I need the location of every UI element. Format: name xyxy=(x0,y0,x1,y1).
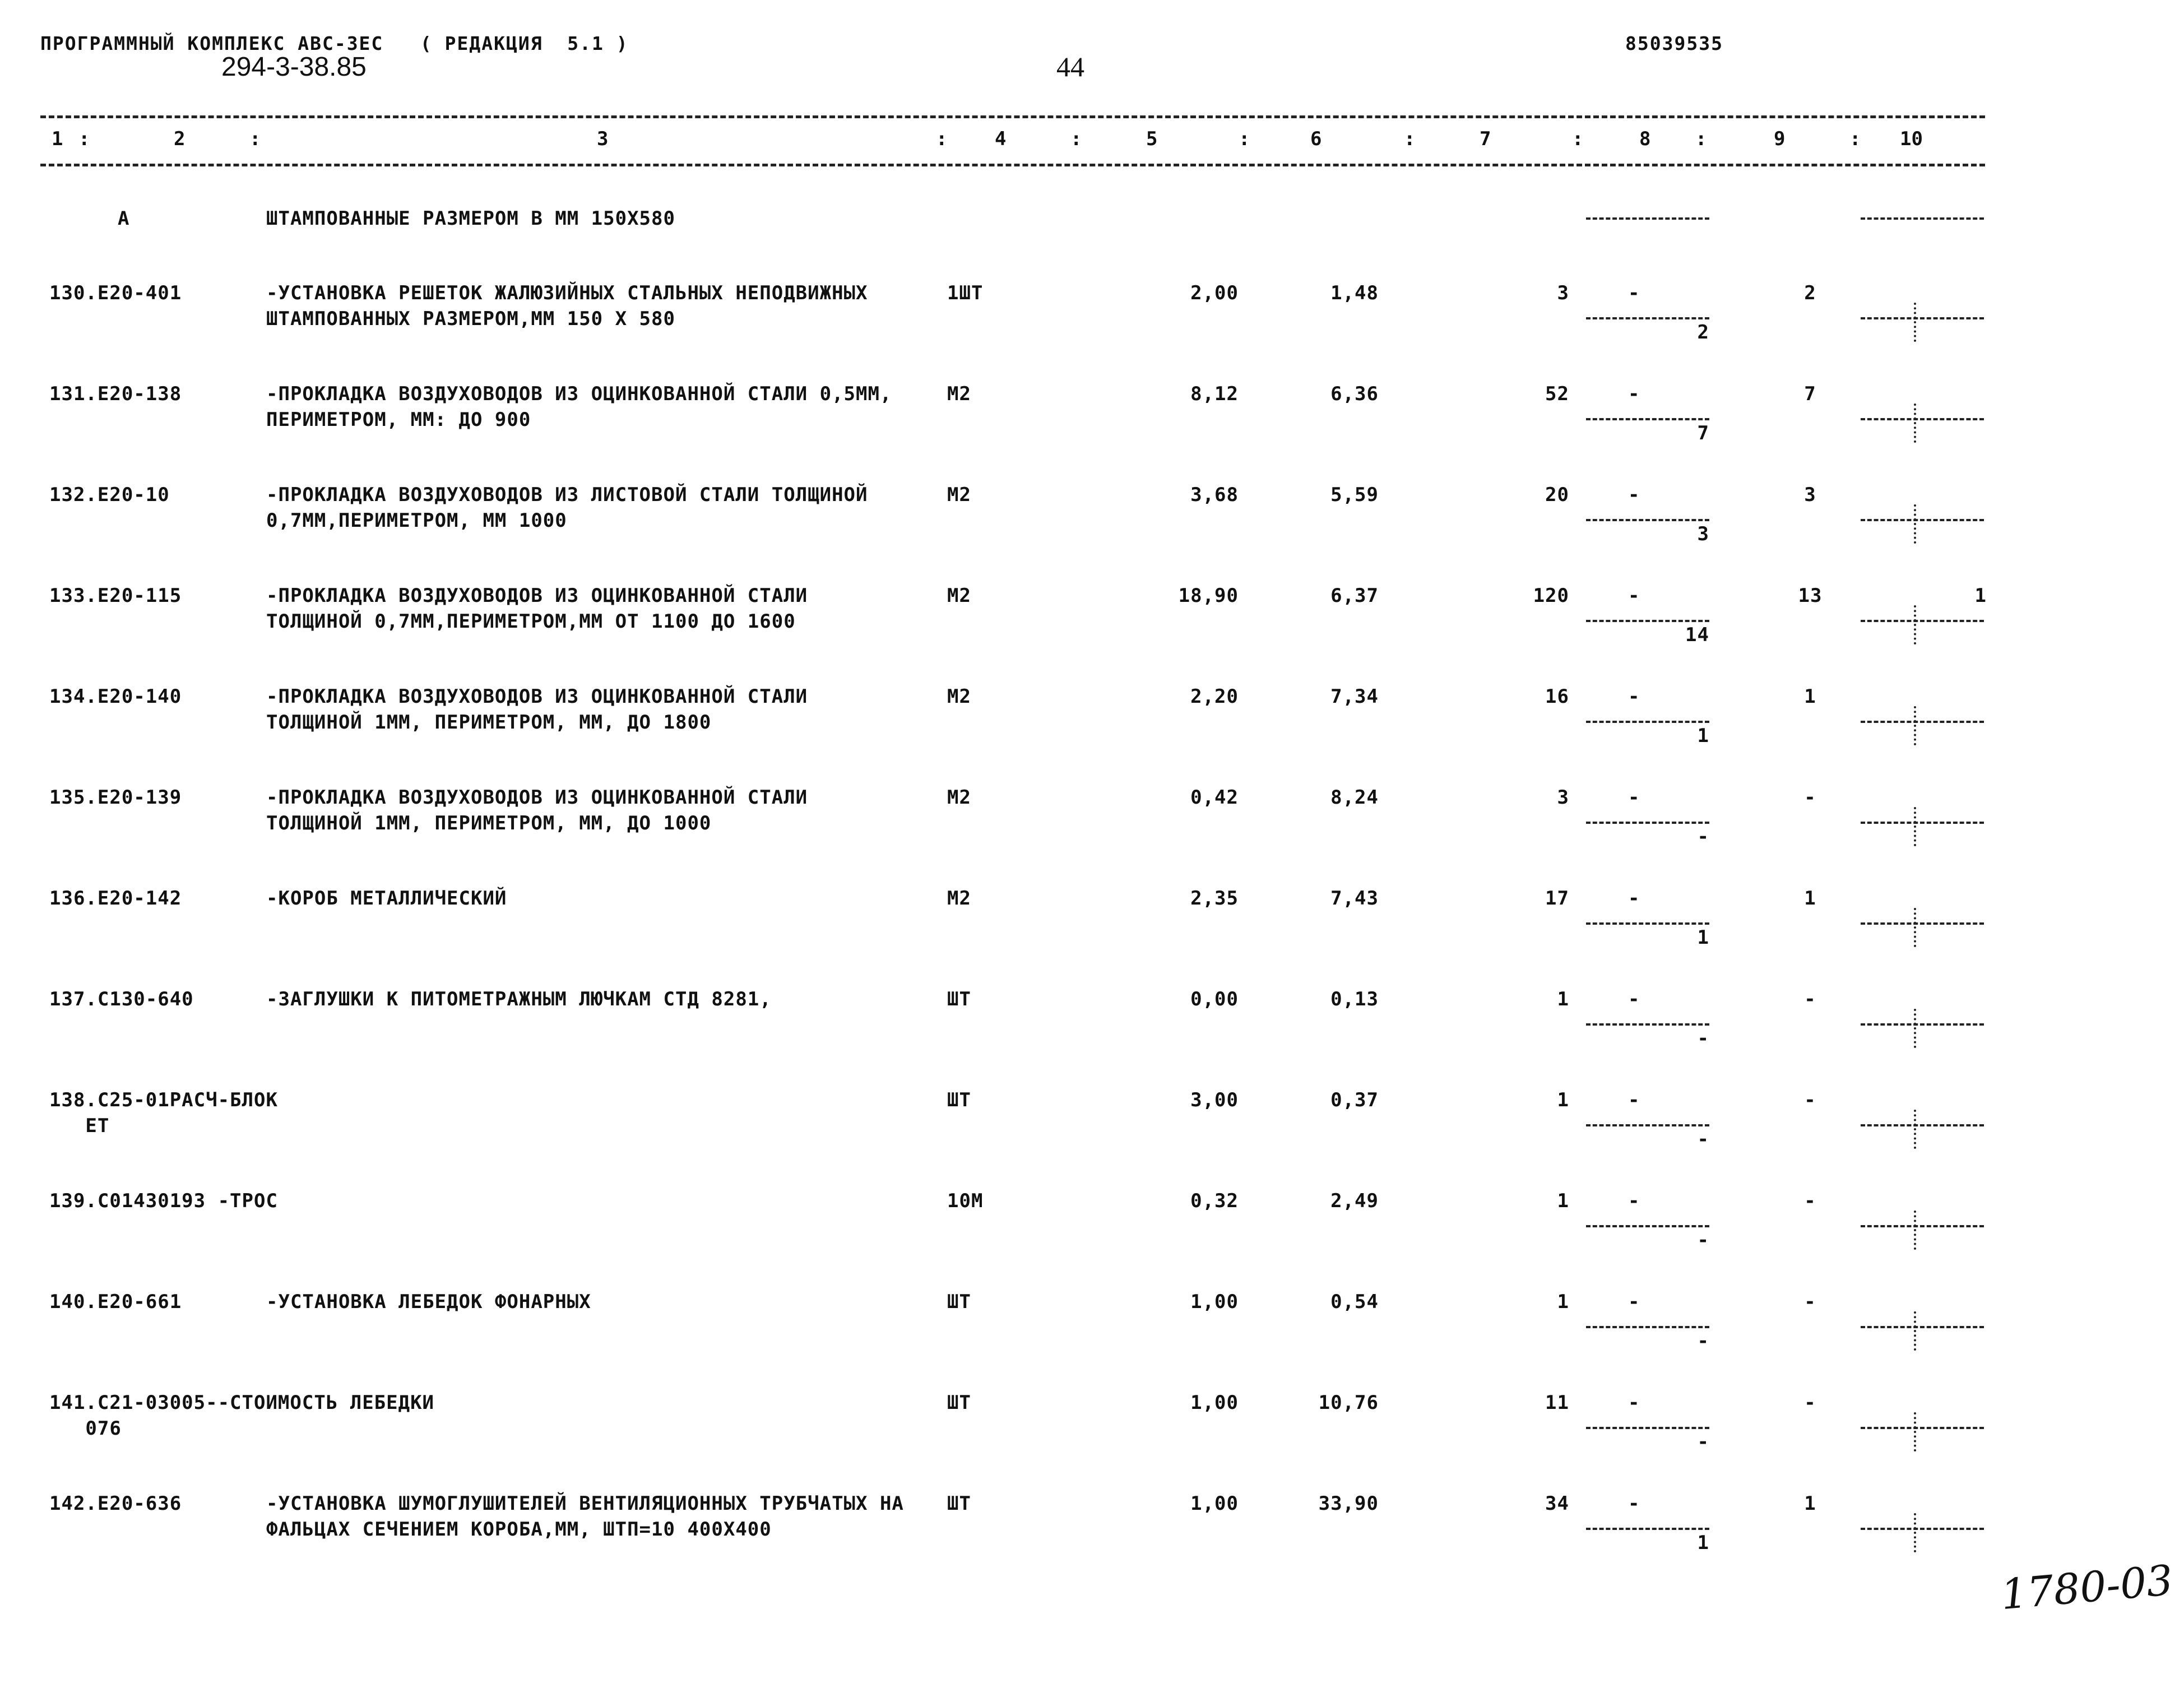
column-header-6: 6 xyxy=(1310,128,1322,150)
row-code: 132.Е20-10 xyxy=(49,484,170,506)
row-unit: ШТ xyxy=(947,1291,971,1313)
column-separator: : xyxy=(78,128,90,150)
fraction-rule xyxy=(1861,620,1984,622)
row-col9: 1 xyxy=(1804,887,1816,910)
row-col8-top: - xyxy=(1628,1190,1640,1212)
row-unit: 10М xyxy=(947,1190,984,1212)
row-col8-bottom: - xyxy=(1697,826,1709,848)
row-col9: - xyxy=(1804,1291,1816,1313)
row-code: 134.Е20-140 xyxy=(49,685,182,708)
column-header-2: 2 xyxy=(174,128,186,150)
row-code: 142.Е20-636 xyxy=(49,1492,182,1515)
row-col7: 120 xyxy=(1533,585,1569,607)
row-col6: 33,90 xyxy=(1318,1492,1379,1515)
row-col6: 7,34 xyxy=(1330,685,1379,708)
row-col6: 8,24 xyxy=(1330,786,1379,809)
row-col8-bottom: 3 xyxy=(1697,523,1709,545)
fraction-divider xyxy=(1914,1311,1916,1351)
header-bottom-rule xyxy=(40,164,1985,166)
fraction-rule xyxy=(1586,317,1709,319)
row-col8-bottom: - xyxy=(1697,1229,1709,1251)
fraction-rule xyxy=(1586,922,1709,925)
column-header-1: 1 xyxy=(52,128,63,150)
row-code: 140.Е20-661 xyxy=(49,1291,182,1313)
fraction-divider xyxy=(1914,1211,1916,1250)
row-col8-top: - xyxy=(1628,685,1640,708)
row-col9: - xyxy=(1804,1190,1816,1212)
fraction-rule xyxy=(1861,519,1984,521)
row-col8-bottom: - xyxy=(1697,1431,1709,1453)
row-name: -ПРОКЛАДКА ВОЗДУХОВОДОВ ИЗ ОЦИНКОВАННОЙ СТАЛИ ТОЛЩИНОЙ 0,7ММ,ПЕРИМЕТРОМ,ММ ОТ 1100 ДО 1600 xyxy=(266,585,808,633)
row-col5: 1,00 xyxy=(1190,1492,1239,1515)
row-unit: ШТ xyxy=(947,1089,971,1111)
row-name: -УСТАНОВКА РЕШЕТОК ЖАЛЮЗИЙНЫХ СТАЛЬНЫХ НЕПОДВИЖНЫХ ШТАМПОВАННЫХ РАЗМЕРОМ,ММ 150 Х 580 xyxy=(266,282,868,330)
header-top-rule xyxy=(40,115,1985,118)
fraction-rule xyxy=(1861,317,1984,319)
section-code: А xyxy=(118,207,129,230)
row-col9: - xyxy=(1804,786,1816,809)
row-col5: 2,20 xyxy=(1190,685,1239,708)
fraction-rule xyxy=(1861,1023,1984,1026)
row-col6: 0,37 xyxy=(1330,1089,1379,1111)
row-name: -ПРОКЛАДКА ВОЗДУХОВОДОВ ИЗ ОЦИНКОВАННОЙ СТАЛИ ТОЛЩИНОЙ 1ММ, ПЕРИМЕТРОМ, ММ, ДО 1800 xyxy=(266,685,808,734)
row-unit: М2 xyxy=(947,585,971,607)
row-col5: 0,32 xyxy=(1190,1190,1239,1212)
column-separator: : xyxy=(1404,128,1416,150)
row-unit: М2 xyxy=(947,484,971,506)
row-col8-bottom: - xyxy=(1697,1027,1709,1050)
column-separator: : xyxy=(1070,128,1082,150)
row-unit: ШТ xyxy=(947,1492,971,1515)
fraction-rule xyxy=(1586,1023,1709,1026)
row-col6: 6,37 xyxy=(1330,585,1379,607)
fraction-rule xyxy=(1586,620,1709,622)
fraction-divider xyxy=(1914,908,1916,947)
fraction-rule xyxy=(1586,418,1709,420)
row-col7: 16 xyxy=(1545,685,1569,708)
column-separator: : xyxy=(1849,128,1861,150)
row-col8-top: - xyxy=(1628,786,1640,809)
fraction-divider xyxy=(1914,303,1916,342)
row-col8-bottom: 14 xyxy=(1685,624,1709,646)
row-unit: М2 xyxy=(947,685,971,708)
row-col8-bottom: 1 xyxy=(1697,1532,1709,1554)
row-col8-top: - xyxy=(1628,585,1640,607)
fraction-rule xyxy=(1861,1124,1984,1126)
row-unit: 1ШТ xyxy=(947,282,984,304)
row-col8-bottom: 2 xyxy=(1697,321,1709,344)
row-name: -УСТАНОВКА ЛЕБЕДОК ФОНАРНЫХ xyxy=(266,1291,591,1313)
row-col8-top: - xyxy=(1628,1291,1640,1313)
row-col8-top: - xyxy=(1628,484,1640,506)
row-col9: - xyxy=(1804,988,1816,1010)
row-col8-bottom: - xyxy=(1697,1330,1709,1352)
row-col8-top: - xyxy=(1628,1492,1640,1515)
column-separator: : xyxy=(1695,128,1707,150)
row-name: -ПРОКЛАДКА ВОЗДУХОВОДОВ ИЗ ЛИСТОВОЙ СТАЛИ ТОЛЩИНОЙ 0,7ММ,ПЕРИМЕТРОМ, ММ 1000 xyxy=(266,484,868,532)
fraction-rule xyxy=(1586,217,1709,220)
row-col9: 3 xyxy=(1804,484,1816,506)
row-unit: М2 xyxy=(947,887,971,910)
fraction-rule xyxy=(1586,1326,1709,1328)
row-col9: 1 xyxy=(1804,685,1816,708)
row-col9: 1 xyxy=(1804,1492,1816,1515)
document-code: 85039535 xyxy=(1625,33,1723,54)
row-col5: 18,90 xyxy=(1178,585,1239,607)
row-col9: 2 xyxy=(1804,282,1816,304)
fraction-rule xyxy=(1861,922,1984,925)
row-unit: ШТ xyxy=(947,988,971,1010)
row-col5: 0,00 xyxy=(1190,988,1239,1010)
row-col7: 11 xyxy=(1545,1392,1569,1414)
row-col6: 0,13 xyxy=(1330,988,1379,1010)
fraction-rule xyxy=(1586,1528,1709,1530)
row-name: -ЗАГЛУШКИ К ПИТОМЕТРАЖНЫМ ЛЮЧКАМ СТД 8281, xyxy=(266,988,772,1010)
fraction-rule xyxy=(1861,217,1984,220)
column-separator: : xyxy=(1572,128,1584,150)
fraction-rule xyxy=(1586,1427,1709,1429)
handwritten-number: 1780-03 xyxy=(1998,1556,2175,1620)
row-col5: 8,12 xyxy=(1190,383,1239,405)
row-col8-bottom: 1 xyxy=(1697,926,1709,949)
row-col7: 1 xyxy=(1557,988,1569,1010)
row-col5: 1,00 xyxy=(1190,1291,1239,1313)
column-header-3: 3 xyxy=(597,128,609,150)
column-separator: : xyxy=(249,128,261,150)
row-col9: 7 xyxy=(1804,383,1816,405)
row-name: -ПРОКЛАДКА ВОЗДУХОВОДОВ ИЗ ОЦИНКОВАННОЙ СТАЛИ 0,5ММ, ПЕРИМЕТРОМ, ММ: ДО 900 xyxy=(266,383,892,431)
row-unit: М2 xyxy=(947,383,971,405)
row-code: 135.Е20-139 xyxy=(49,786,182,809)
row-col5: 0,42 xyxy=(1190,786,1239,809)
column-header-9: 9 xyxy=(1774,128,1786,150)
row-code: 133.Е20-115 xyxy=(49,585,182,607)
column-separator: : xyxy=(936,128,948,150)
fraction-rule xyxy=(1586,519,1709,521)
fraction-rule xyxy=(1586,1124,1709,1126)
row-name: -ПРОКЛАДКА ВОЗДУХОВОДОВ ИЗ ОЦИНКОВАННОЙ СТАЛИ ТОЛЩИНОЙ 1ММ, ПЕРИМЕТРОМ, ММ, ДО 1000 xyxy=(266,786,808,834)
row-unit: ШТ xyxy=(947,1392,971,1414)
row-col6: 5,59 xyxy=(1330,484,1379,506)
row-col7: 3 xyxy=(1557,282,1569,304)
row-col7: 3 xyxy=(1557,786,1569,809)
row-col7: 20 xyxy=(1545,484,1569,506)
row-col6: 0,54 xyxy=(1330,1291,1379,1313)
row-col7: 52 xyxy=(1545,383,1569,405)
fraction-divider xyxy=(1914,807,1916,846)
fraction-divider xyxy=(1914,1513,1916,1552)
program-header: ПРОГРАММНЫЙ КОМПЛЕКС АВС-ЗЕС ( РЕДАКЦИЯ 5.1 ) xyxy=(40,33,629,54)
fraction-rule xyxy=(1861,1326,1984,1328)
row-code: 136.Е20-142 xyxy=(49,887,182,910)
fraction-rule xyxy=(1586,721,1709,723)
row-col9: - xyxy=(1804,1089,1816,1111)
page-number: 44 xyxy=(1056,51,1084,82)
row-col5: 2,35 xyxy=(1190,887,1239,910)
row-col5: 2,00 xyxy=(1190,282,1239,304)
row-col7: 1 xyxy=(1557,1190,1569,1212)
fraction-rule xyxy=(1861,1528,1984,1530)
fraction-divider xyxy=(1914,1009,1916,1048)
row-col6: 6,36 xyxy=(1330,383,1379,405)
row-col6: 10,76 xyxy=(1318,1392,1379,1414)
row-col8-top: - xyxy=(1628,988,1640,1010)
row-col8-bottom: 7 xyxy=(1697,422,1709,444)
fraction-rule xyxy=(1861,822,1984,824)
row-col8-top: - xyxy=(1628,887,1640,910)
fraction-rule xyxy=(1861,721,1984,723)
row-col8-top: - xyxy=(1628,1089,1640,1111)
fraction-rule xyxy=(1861,418,1984,420)
row-name: -КОРОБ МЕТАЛЛИЧЕСКИЙ xyxy=(266,887,507,910)
fraction-rule xyxy=(1586,822,1709,824)
row-col8-bottom: - xyxy=(1697,1128,1709,1151)
fraction-divider xyxy=(1914,504,1916,544)
fraction-divider xyxy=(1914,1110,1916,1149)
row-code: 139.С01430193 -ТРОС xyxy=(49,1190,278,1212)
row-code: 137.С130-640 xyxy=(49,988,194,1010)
column-separator: : xyxy=(1239,128,1250,150)
row-code: 138.С25-01РАСЧ-БЛОК ЕТ xyxy=(49,1089,278,1137)
row-col6: 1,48 xyxy=(1330,282,1379,304)
row-col7: 17 xyxy=(1545,887,1569,910)
row-code: 130.Е20-401 xyxy=(49,282,182,304)
column-header-4: 4 xyxy=(995,128,1007,150)
column-header-5: 5 xyxy=(1146,128,1158,150)
row-col9: - xyxy=(1804,1392,1816,1414)
row-col7: 1 xyxy=(1557,1089,1569,1111)
row-col6: 2,49 xyxy=(1330,1190,1379,1212)
row-col8-top: - xyxy=(1628,282,1640,304)
row-col8-bottom: 1 xyxy=(1697,725,1709,747)
row-col8-top: - xyxy=(1628,1392,1640,1414)
section-title: ШТАМПОВАННЫЕ РАЗМЕРОМ В ММ 150Х580 xyxy=(266,207,675,230)
fraction-divider xyxy=(1914,605,1916,644)
fraction-divider xyxy=(1914,404,1916,443)
fraction-divider xyxy=(1914,706,1916,745)
column-header-10: 10 xyxy=(1900,128,1923,150)
row-col7: 34 xyxy=(1545,1492,1569,1515)
row-col7: 1 xyxy=(1557,1291,1569,1313)
row-code: 131.Е20-138 xyxy=(49,383,182,405)
fraction-rule xyxy=(1586,1225,1709,1227)
row-code: 141.С21-03005--СТОИМОСТЬ ЛЕБЕДКИ 076 xyxy=(49,1392,435,1440)
row-col6: 7,43 xyxy=(1330,887,1379,910)
fraction-rule xyxy=(1861,1427,1984,1429)
row-col5: 1,00 xyxy=(1190,1392,1239,1414)
row-col8-top: - xyxy=(1628,383,1640,405)
column-header-8: 8 xyxy=(1639,128,1651,150)
row-unit: М2 xyxy=(947,786,971,809)
row-col10: 1 xyxy=(1974,585,1987,607)
fraction-rule xyxy=(1861,1225,1984,1227)
document-number: 294-3-38.85 xyxy=(221,52,367,82)
row-name: -УСТАНОВКА ШУМОГЛУШИТЕЛЕЙ ВЕНТИЛЯЦИОННЫХ ТРУБЧАТЫХ НА ФАЛЬЦАХ СЕЧЕНИЕМ КОРОБА,ММ, ШТП=10 400Х400 xyxy=(266,1492,904,1541)
row-col5: 3,68 xyxy=(1190,484,1239,506)
row-col9: 13 xyxy=(1798,585,1823,607)
fraction-divider xyxy=(1914,1412,1916,1452)
column-header-7: 7 xyxy=(1480,128,1491,150)
row-col5: 3,00 xyxy=(1190,1089,1239,1111)
